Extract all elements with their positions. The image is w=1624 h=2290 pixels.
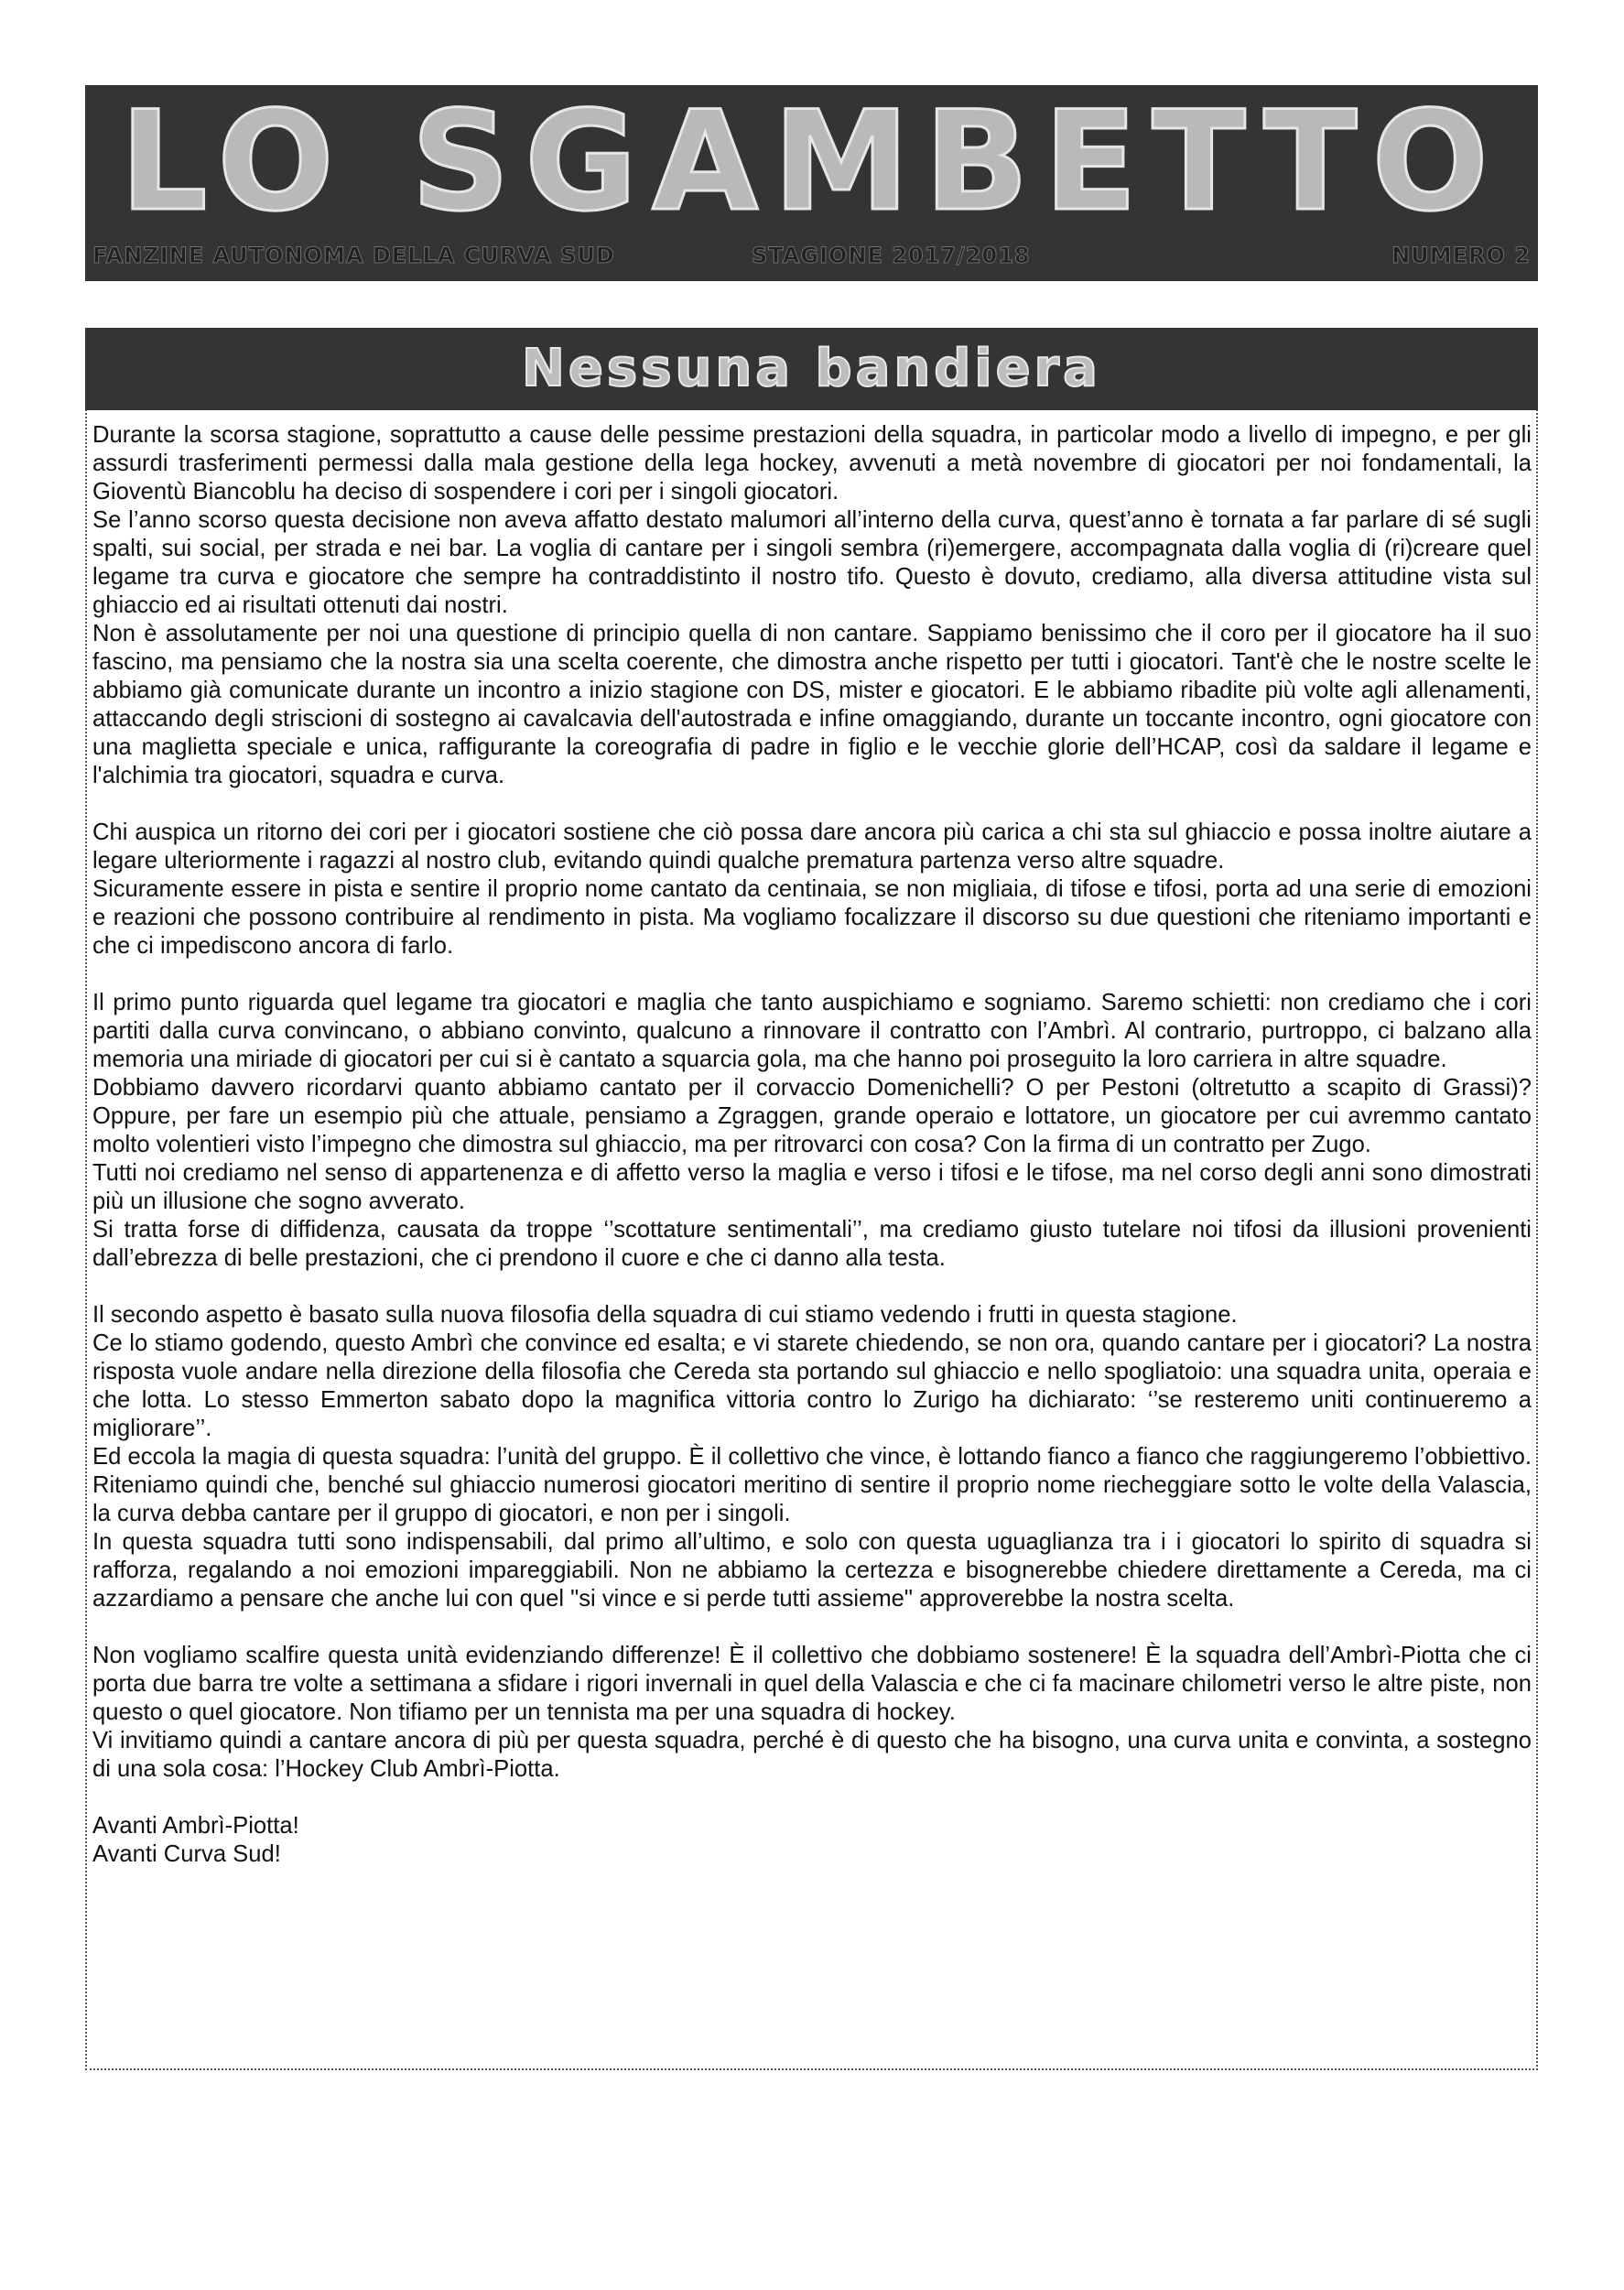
article-paragraph: Sicuramente essere in pista e sentire il proprio nome cantato da centinaia, se non migliaia, di tifose e tifosi, porta ad una serie di emozioni e reazioni che possono contribuire al rendimento in pista. Ma vogliamo focalizzare il discorso su due questioni che riteniamo importanti e che ci impediscono ancora di farlo.: [92, 876, 1532, 959]
article-paragraph: Non è assolutamente per noi una questione di principio quella di non cantare. Sappiamo benissimo che il coro per il giocatore ha il suo fascino, ma pensiamo che la nostra sia una scelta coerente, che dimostra anche rispetto per tutti i giocatori. Tant'è che le nostre scelte le abbiamo già comunicate durante un incontro a inizio stagione con DS, mister e giocatori. E le abbiamo ribadite più volte agli allenamenti, attaccando degli striscioni di sostegno ai cavalcavia dell'autostrada e infine omaggiando, durante un toccante incontro, ogni giocatore con una maglietta speciale e unica, raffigurante la coreografia di padre in figlio e le vecchie glorie dell’HCAP, così da saldare il legame e l'alchimia tra giocatori, squadra e curva.: [92, 621, 1532, 788]
article-paragraph: Chi auspica un ritorno dei cori per i giocatori sostiene che ciò possa dare ancora più carica a chi sta sul ghiaccio e possa inoltre aiutare a legare ulteriormente i ragazzi al nostro club, evitando quindi qualche prematura partenza verso altre squadre.: [92, 819, 1532, 874]
masthead-issue: NUMERO 2: [1391, 243, 1531, 268]
masthead-season: STAGIONE 2017/2018: [752, 243, 1031, 268]
article-box: [85, 328, 1538, 2070]
article-paragraph: Si tratta forse di diffidenza, causata da troppe ‘’scottature sentimentali’’, ma crediamo giusto tutelare noi tifosi da illusioni provenienti dall’ebrezza di belle prestazioni, che ci prendono il cuore e che ci danno alla testa.: [92, 1217, 1532, 1271]
paragraph-gap: [92, 790, 1532, 819]
paragraph-gap: [92, 960, 1532, 989]
article-header: [85, 328, 1538, 410]
article-paragraph: Se l’anno scorso questa decisione non aveva affatto destato malumori all’interno della curva, quest’anno è tornata a far parlare di sé sugli spalti, sui social, per strada e nei bar. La voglia di cantare per i singoli sembra (ri)emergere, accompagnata dalla voglia di (ri)creare quel legame tra curva e giocatore che sempre ha contraddistinto il nostro tifo. Questo è dovuto, crediamo, alla diversa attitudine vista sul ghiaccio ed ai risultati ottenuti dai nostri.: [92, 507, 1532, 618]
article-paragraph: Durante la scorsa stagione, soprattutto a cause delle pessime prestazioni della squadra, in particolar modo a livello di impegno, e per gli assurdi trasferimenti permessi dalla mala gestione della lega hockey, avvenuti a metà novembre di giocatori per noi fondamentali, la Gioventù Biancoblu ha deciso di sospendere i cori per i singoli giocatori.: [92, 422, 1532, 505]
masthead: [85, 85, 1538, 281]
article-paragraph: Avanti Ambrì-Piotta!: [92, 1813, 299, 1839]
masthead-title: LO SGAMBETTO: [120, 89, 1503, 235]
article-paragraph: Il primo punto riguarda quel legame tra giocatori e maglia che tanto auspichiamo e sogniamo. Saremo schietti: non crediamo che i cori partiti dalla curva convincano, o abbiano convinto, qualcuno a rinnovare il contratto con l’Ambrì. Al contrario, purtroppo, ci balzano alla memoria una miriade di giocatori per cui si è cantato a squarcia gola, ma che hanno poi proseguito la loro carriera in altre squadre.: [92, 990, 1532, 1072]
article-paragraph: Ed eccola la magia di questa squadra: l’unità del gruppo. È il collettivo che vince, è lottando fianco a fianco che raggiungeremo l’obbiettivo. Riteniamo quindi che, benché sul ghiaccio numerosi giocatori meritino di sentire il proprio nome riecheggiare sotto le volte della Valascia, la curva debba cantare per il gruppo di giocatori, e non per i singoli.: [92, 1444, 1532, 1526]
masthead-subtitle: FANZINE AUTONOMA DELLA CURVA SUD: [92, 243, 615, 268]
article-paragraph: Non vogliamo scalfire questa unità evidenziando differenze! È il collettivo che dobbiamo sostenere! È la squadra dell’Ambrì-Piotta che ci porta due barra tre volte a settimana a sfidare i rigori invernali in quel della Valascia e che ci fa macinare chilometri verso le altre piste, non questo o quel giocatore. Non tifiamo per un tennista ma per una squadra di hockey.: [92, 1643, 1532, 1725]
article-paragraph: Tutti noi crediamo nel senso di appartenenza e di affetto verso la maglia e verso i tifosi e le tifose, ma nel corso degli anni sono dimostrati più un illusione che sogno avverato.: [92, 1160, 1532, 1214]
article-paragraph: Il secondo aspetto è basato sulla nuova filosofia della squadra di cui stiamo vedendo i frutti in questa stagione.: [92, 1302, 1238, 1328]
masthead-meta: [92, 239, 1531, 272]
paragraph-gap: [92, 1613, 1532, 1642]
article-paragraph: Dobbiamo davvero ricordarvi quanto abbiamo cantato per il corvaccio Domenichelli? O per Pestoni (oltretutto a scapito di Grassi)? Oppure, per fare un esempio più che attuale, pensiamo a Zgraggen, grande operaio e lottatore, un giocatore per cui avremmo cantato molto volentieri visto l’impegno che dimostra sul ghiaccio, ma per ritrovarci con cosa? Con la firma di un contratto per Zugo.: [92, 1075, 1532, 1157]
paragraph-gap: [92, 1273, 1532, 1301]
article-paragraph: Vi invitiamo quindi a cantare ancora di più per questa squadra, perché è di questo che ha bisogno, una curva unita e convinta, a sostegno di una sola cosa: l’Hockey Club Ambrì-Piotta.: [92, 1728, 1532, 1782]
article-body: [92, 421, 1532, 1869]
article-title: Nessuna bandiera: [522, 339, 1101, 398]
article-paragraph: Ce lo stiamo godendo, questo Ambrì che convince ed esalta; e vi starete chiedendo, se non ora, quando cantare per i giocatori? La nostra risposta vuole andare nella direzione della filosofia che Cereda sta portando sul ghiaccio e nello spogliatoio: una squadra unita, operaia e che lotta. Lo stesso Emmerton sabato dopo la magnifica vittoria contro lo Zurigo ha dichiarato: ‘’se resteremo uniti continueremo a migliorare’’.: [92, 1330, 1532, 1441]
article-paragraph: Avanti Curva Sud!: [92, 1841, 281, 1867]
paragraph-gap: [92, 1784, 1532, 1812]
article-paragraph: In questa squadra tutti sono indispensabili, dal primo all’ultimo, e solo con questa uguaglianza tra i i giocatori lo spirito di squadra si rafforza, regalando a noi emozioni impareggiabili. Non ne abbiamo la certezza e bisognerebbe chiedere direttamente a Cereda, ma ci azzardiamo a pensare che anche lui con quel "si vince e si perde tutti assieme" approverebbe la nostra scelta.: [92, 1529, 1532, 1612]
